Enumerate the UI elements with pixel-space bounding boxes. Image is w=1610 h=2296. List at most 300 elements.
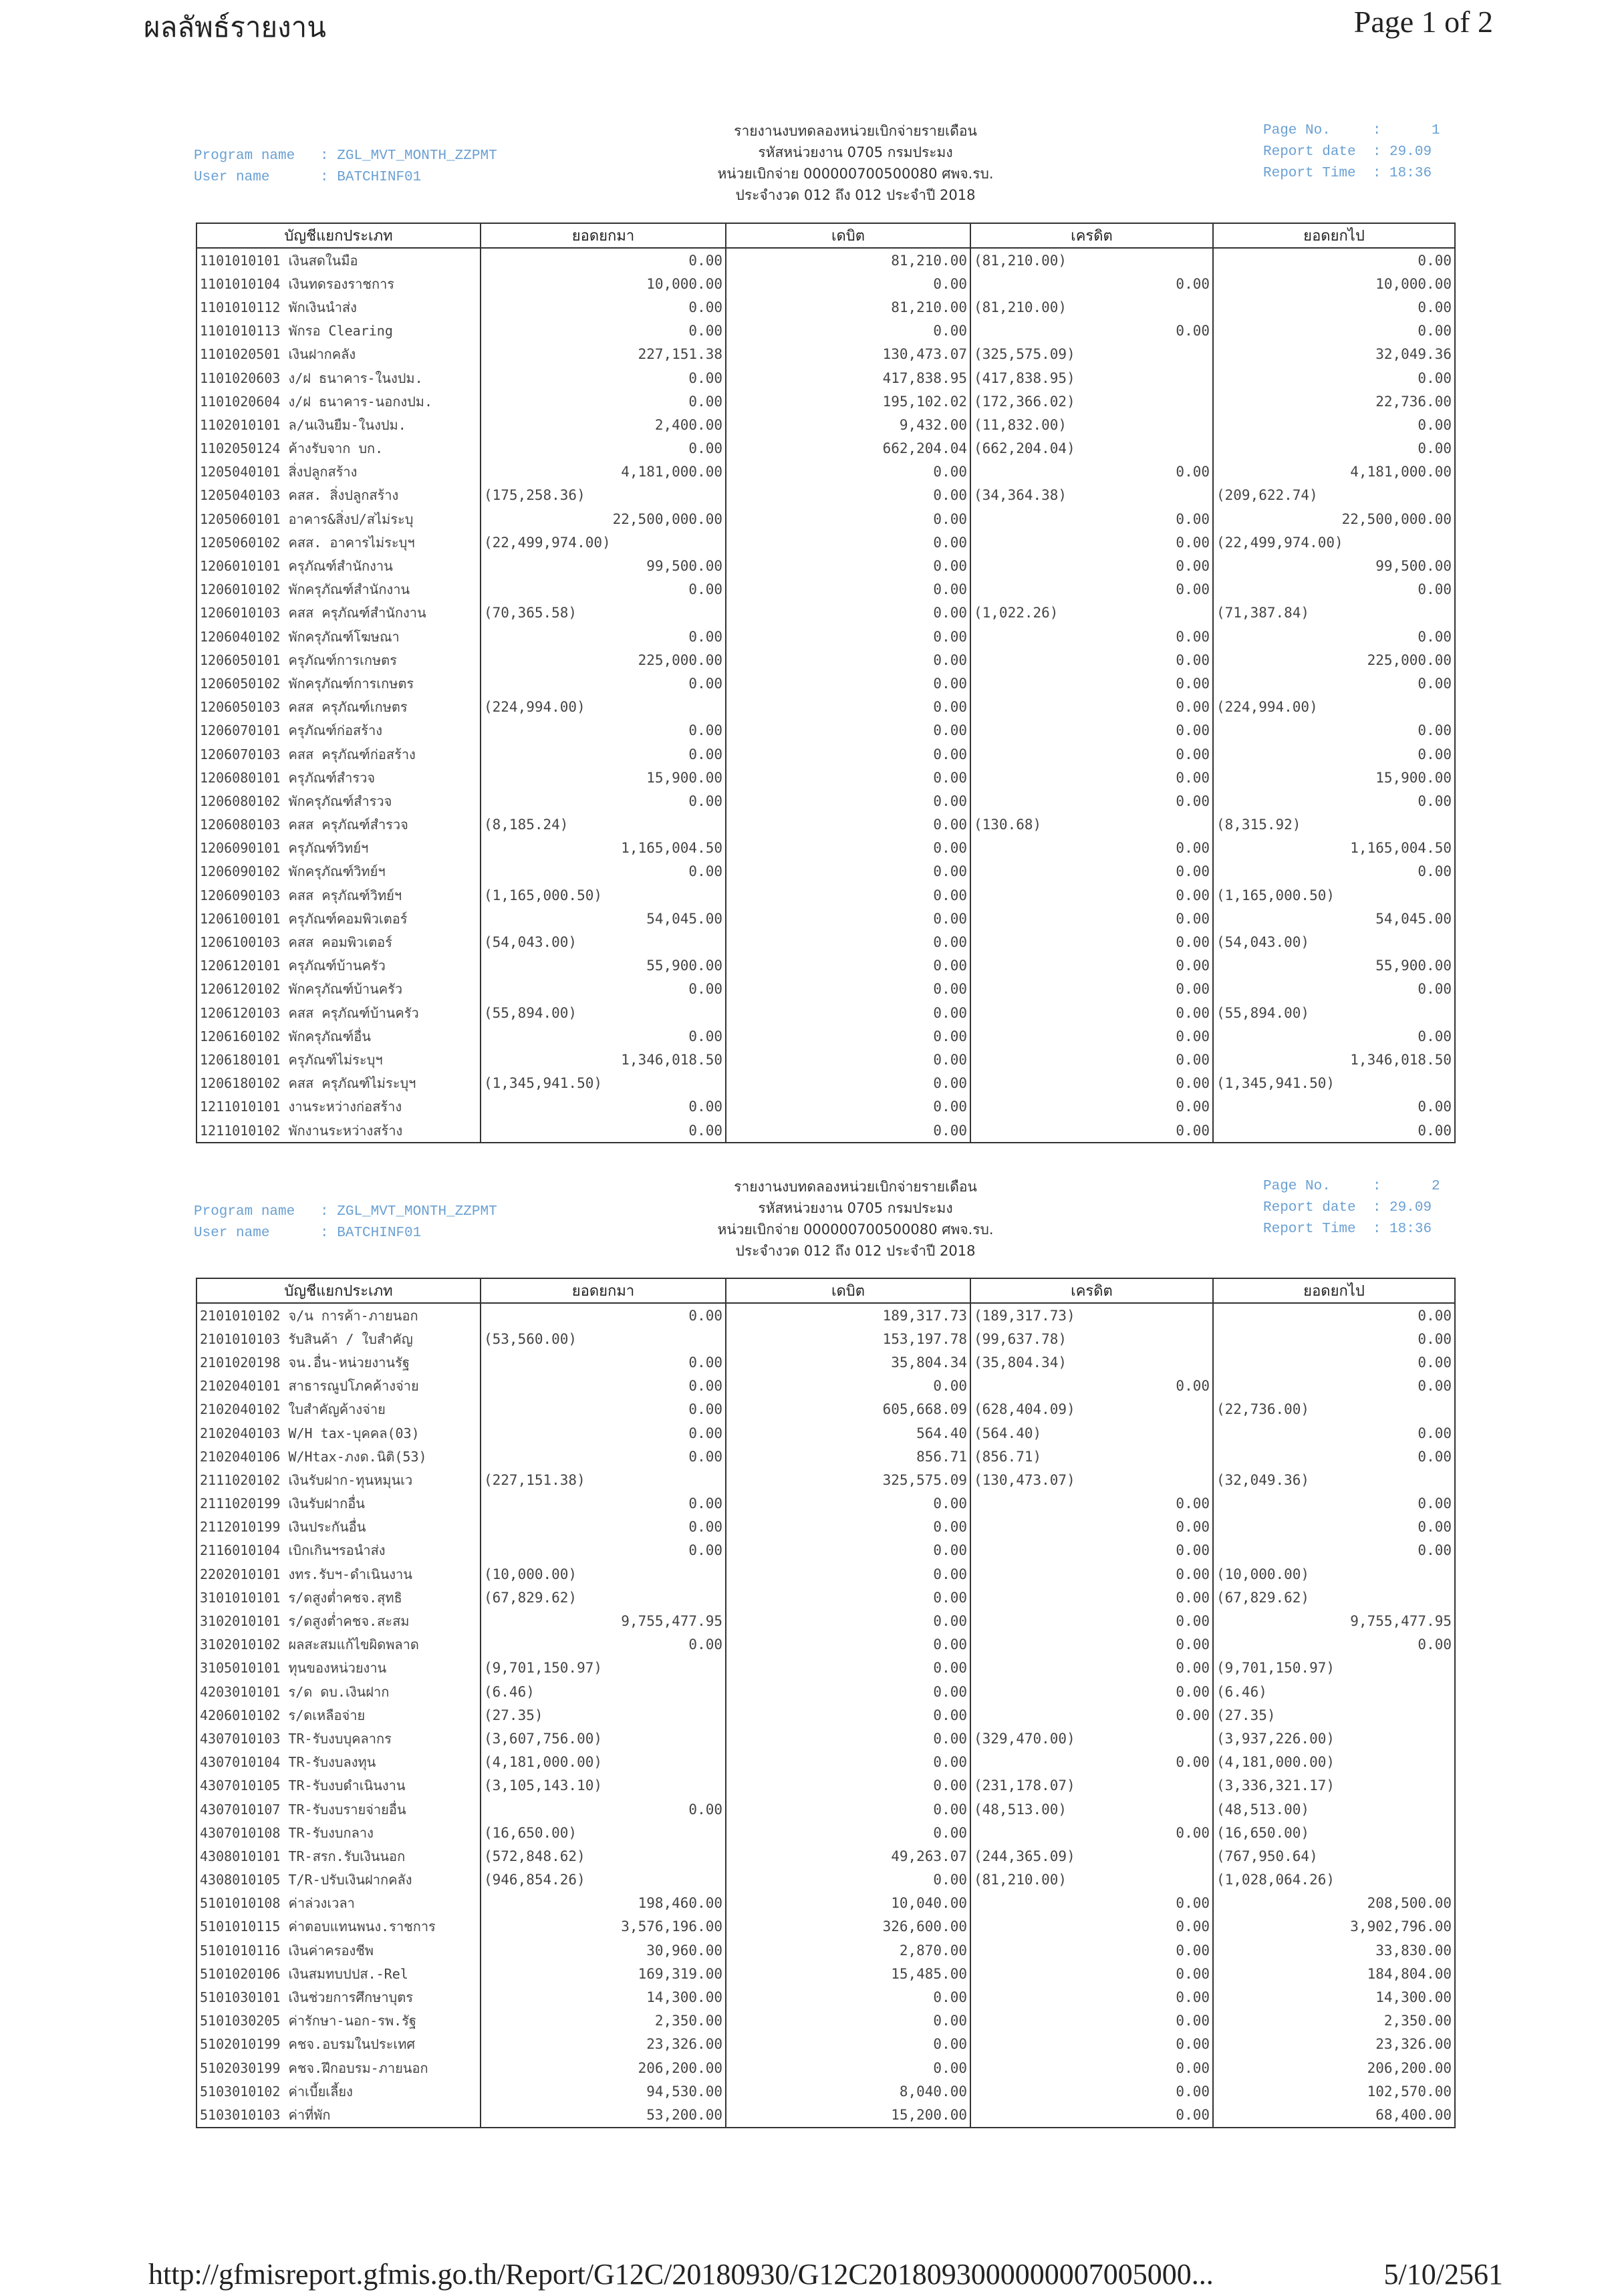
debit-cell: 0.00 (726, 1985, 970, 2009)
table-row (196, 1844, 1455, 1868)
closing-balance-cell: 54,045.00 (1213, 907, 1455, 930)
closing-balance-cell: 0.00 (1213, 1024, 1455, 1048)
debit-cell: 0.00 (726, 1375, 970, 1398)
col-account: บัญชีแยกประเภท (196, 223, 481, 248)
credit-cell: (35,804.34) (970, 1350, 1213, 1374)
debit-cell: 35,804.34 (726, 1350, 970, 1374)
debit-cell: 0.00 (726, 1703, 970, 1727)
debit-cell: 0.00 (726, 766, 970, 789)
closing-balance-cell: 102,570.00 (1213, 2079, 1455, 2103)
account-cell: 5101010116 เงินค่าครองชีพ (196, 1939, 481, 1962)
debit-cell: 0.00 (726, 1492, 970, 1516)
opening-balance-cell: 0.00 (481, 1375, 726, 1398)
table-row (196, 742, 1455, 766)
account-cell: 5101010115 ค่าตอบแทนพนง.ราชการ (196, 1915, 481, 1939)
closing-balance-cell: 0.00 (1213, 1303, 1455, 1327)
debit-cell: 0.00 (726, 1751, 970, 1774)
debit-cell: 0.00 (726, 1562, 970, 1586)
opening-balance-cell: 15,900.00 (481, 766, 726, 789)
credit-cell: 0.00 (970, 319, 1213, 343)
closing-balance-cell: (224,994.00) (1213, 696, 1455, 719)
account-cell: 2116010104 เบิกเกินฯรอนำส่ง (196, 1539, 481, 1562)
opening-balance-cell: (946,854.26) (481, 1868, 726, 1892)
closing-balance-cell: 23,326.00 (1213, 2033, 1455, 2056)
source-url: http://gfmisreport.gfmis.go.th/Report/G12C/20180930/G12C2018093000000007005000... (148, 2258, 1214, 2291)
table-row (196, 1024, 1455, 1048)
account-cell: 2112010199 เงินประกันอื่น (196, 1516, 481, 1539)
opening-balance-cell: (6.46) (481, 1680, 726, 1703)
opening-balance-cell: (3,105,143.10) (481, 1774, 726, 1798)
closing-balance-cell: 0.00 (1213, 413, 1455, 436)
table-row (196, 1727, 1455, 1750)
credit-cell: (325,575.09) (970, 343, 1213, 366)
credit-cell: (189,317.73) (970, 1303, 1213, 1327)
credit-cell: (81,210.00) (970, 1868, 1213, 1892)
debit-cell: 9,432.00 (726, 413, 970, 436)
debit-cell: 0.00 (726, 1119, 970, 1143)
credit-cell: 0.00 (970, 531, 1213, 554)
credit-cell: 0.00 (970, 1562, 1213, 1586)
opening-balance-cell: 0.00 (481, 860, 726, 883)
account-cell: 1206090101 ครุภัณฑ์วิทย์ฯ (196, 837, 481, 860)
table-row (196, 1327, 1455, 1350)
credit-cell: 0.00 (970, 648, 1213, 672)
closing-balance-cell: 0.00 (1213, 742, 1455, 766)
report-heading (668, 1176, 1043, 1262)
credit-cell: 0.00 (970, 1915, 1213, 1939)
closing-balance-cell: 15,900.00 (1213, 766, 1455, 789)
account-cell: 1205040101 สิ่งปลูกสร้าง (196, 460, 481, 484)
trial-balance-table-1 (196, 223, 1456, 1143)
account-cell: 1101020604 ง/ฝ ธนาคาร-นอกงปม. (196, 390, 481, 413)
col-credit: เครดิต (970, 223, 1213, 248)
credit-cell: 0.00 (970, 719, 1213, 742)
debit-cell: 130,473.07 (726, 343, 970, 366)
table-row (196, 1001, 1455, 1024)
closing-balance-cell: 0.00 (1213, 1633, 1455, 1657)
account-cell: 2111020102 เงินรับฝาก-ทุนหมุนเว (196, 1468, 481, 1491)
col-opening: ยอดยกมา (481, 1278, 726, 1303)
opening-balance-cell: 3,576,196.00 (481, 1915, 726, 1939)
closing-balance-cell: (209,622.74) (1213, 484, 1455, 507)
report-heading (668, 120, 1043, 206)
debit-cell: 49,263.07 (726, 1844, 970, 1868)
credit-cell: (130,473.07) (970, 1468, 1213, 1491)
account-cell: 1206050103 คสส ครุภัณฑ์เกษตร (196, 696, 481, 719)
debit-cell: 0.00 (726, 1633, 970, 1657)
account-cell: 1206120103 คสส ครุภัณฑ์บ้านครัว (196, 1001, 481, 1024)
account-cell: 1101010113 พักรอ Clearing (196, 319, 481, 343)
credit-cell: 0.00 (970, 1586, 1213, 1609)
closing-balance-cell: 4,181,000.00 (1213, 460, 1455, 484)
debit-cell: 0.00 (726, 1048, 970, 1071)
closing-balance-cell: (16,650.00) (1213, 1821, 1455, 1844)
closing-balance-cell: 0.00 (1213, 1375, 1455, 1398)
col-opening: ยอดยกมา (481, 223, 726, 248)
col-debit: เดบิต (726, 223, 970, 248)
closing-balance-cell: (3,336,321.17) (1213, 1774, 1455, 1798)
closing-balance-cell: 0.00 (1213, 1327, 1455, 1350)
closing-balance-cell: 0.00 (1213, 1516, 1455, 1539)
opening-balance-cell: 0.00 (481, 1303, 726, 1327)
opening-balance-cell: (54,043.00) (481, 930, 726, 954)
credit-cell: (11,832.00) (970, 413, 1213, 436)
credit-cell: 0.00 (970, 954, 1213, 978)
closing-balance-cell: (22,499,974.00) (1213, 531, 1455, 554)
table-row (196, 1821, 1455, 1844)
opening-balance-cell: 0.00 (481, 1350, 726, 1374)
table-row (196, 2009, 1455, 2033)
credit-cell: 0.00 (970, 1892, 1213, 1915)
debit-cell: 195,102.02 (726, 390, 970, 413)
account-cell: 1102050124 ค้างรับจาก บก. (196, 437, 481, 460)
table-row (196, 343, 1455, 366)
closing-balance-cell: (54,043.00) (1213, 930, 1455, 954)
closing-balance-cell: 10,000.00 (1213, 272, 1455, 295)
closing-balance-cell: 0.00 (1213, 1095, 1455, 1119)
table-row (196, 1703, 1455, 1727)
credit-cell: 0.00 (970, 672, 1213, 695)
credit-cell: (81,210.00) (970, 248, 1213, 272)
credit-cell: (48,513.00) (970, 1798, 1213, 1821)
closing-balance-cell: (3,937,226.00) (1213, 1727, 1455, 1750)
account-cell: 1206160102 พักครุภัณฑ์อื่น (196, 1024, 481, 1048)
closing-balance-cell: (10,000.00) (1213, 1562, 1455, 1586)
table-row (196, 1375, 1455, 1398)
debit-cell: 0.00 (726, 2009, 970, 2033)
debit-cell: 81,210.00 (726, 295, 970, 319)
credit-cell: 0.00 (970, 930, 1213, 954)
table-row (196, 837, 1455, 860)
opening-balance-cell: (1,345,941.50) (481, 1072, 726, 1095)
closing-balance-cell: 0.00 (1213, 672, 1455, 695)
debit-cell: 0.00 (726, 813, 970, 837)
debit-cell: 10,040.00 (726, 1892, 970, 1915)
closing-balance-cell: 32,049.36 (1213, 343, 1455, 366)
account-cell: 4307010104 TR-รับงบลงทุน (196, 1751, 481, 1774)
credit-cell: (628,404.09) (970, 1398, 1213, 1421)
account-cell: 2102040102 ใบสำคัญค้างจ่าย (196, 1398, 481, 1421)
closing-balance-cell: 0.00 (1213, 719, 1455, 742)
debit-cell: 0.00 (726, 1095, 970, 1119)
opening-balance-cell: 0.00 (481, 1398, 726, 1421)
opening-balance-cell: (3,607,756.00) (481, 1727, 726, 1750)
credit-cell: 0.00 (970, 1962, 1213, 1985)
page-indicator: Page 1 of 2 (1353, 5, 1493, 39)
col-account: บัญชีแยกประเภท (196, 1278, 481, 1303)
table-row (196, 2103, 1455, 2127)
opening-balance-cell: 0.00 (481, 1421, 726, 1445)
table-row (196, 1072, 1455, 1095)
credit-cell: 0.00 (970, 742, 1213, 766)
debit-cell: 564.40 (726, 1421, 970, 1445)
closing-balance-cell: 1,346,018.50 (1213, 1048, 1455, 1071)
debit-cell: 0.00 (726, 272, 970, 295)
opening-balance-cell: (53,560.00) (481, 1327, 726, 1350)
opening-balance-cell: 54,045.00 (481, 907, 726, 930)
opening-balance-cell: (1,165,000.50) (481, 883, 726, 907)
table-row (196, 625, 1455, 648)
credit-cell: 0.00 (970, 2103, 1213, 2127)
account-cell: 1101010104 เงินทดรองราชการ (196, 272, 481, 295)
heading-line-2: รหัสหน่วยงาน 0705 กรมประมง (758, 1200, 953, 1216)
table-row (196, 1915, 1455, 1939)
account-cell: 1206120102 พักครุภัณฑ์บ้านครัว (196, 978, 481, 1001)
opening-balance-cell: (67,829.62) (481, 1586, 726, 1609)
table-header-row (196, 223, 1455, 248)
col-debit: เดบิต (726, 1278, 970, 1303)
account-cell: 4206010102 ร/ดเหลือจ่าย (196, 1703, 481, 1727)
col-closing: ยอดยกไป (1213, 1278, 1455, 1303)
table-row (196, 2079, 1455, 2103)
account-cell: 2111020199 เงินรับฝากอื่น (196, 1492, 481, 1516)
table-row (196, 1657, 1455, 1680)
closing-balance-cell: (67,829.62) (1213, 1586, 1455, 1609)
closing-balance-cell: (1,345,941.50) (1213, 1072, 1455, 1095)
table-row (196, 1119, 1455, 1143)
table-row (196, 1798, 1455, 1821)
debit-cell: 153,197.78 (726, 1327, 970, 1350)
table-row (196, 1562, 1455, 1586)
credit-cell: 0.00 (970, 883, 1213, 907)
closing-balance-cell: 33,830.00 (1213, 1939, 1455, 1962)
credit-cell: (34,364.38) (970, 484, 1213, 507)
credit-cell: 0.00 (970, 1001, 1213, 1024)
debit-cell: 0.00 (726, 1586, 970, 1609)
table-row (196, 601, 1455, 625)
account-cell: 1206080101 ครุภัณฑ์สำรวจ (196, 766, 481, 789)
heading-line-1: รายงานงบทดลองหน่วยเบิกจ่ายรายเดือน (734, 123, 977, 139)
closing-balance-cell: 22,500,000.00 (1213, 507, 1455, 531)
account-cell: 1206180101 ครุภัณฑ์ไม่ระบุฯ (196, 1048, 481, 1071)
table-row (196, 1680, 1455, 1703)
account-cell: 1206080103 คสส ครุภัณฑ์สำรวจ (196, 813, 481, 837)
opening-balance-cell: 53,200.00 (481, 2103, 726, 2127)
credit-cell: (130.68) (970, 813, 1213, 837)
debit-cell: 0.00 (726, 319, 970, 343)
closing-balance-cell: 0.00 (1213, 295, 1455, 319)
table-row (196, 766, 1455, 789)
closing-balance-cell: 0.00 (1213, 1492, 1455, 1516)
debit-cell: 0.00 (726, 1609, 970, 1632)
closing-balance-cell: 0.00 (1213, 1350, 1455, 1374)
account-cell: 1206010101 ครุภัณฑ์สำนักงาน (196, 554, 481, 577)
table-row (196, 1095, 1455, 1119)
account-cell: 3101010101 ร/ดสูงต่ำคชจ.สุทธิ (196, 1586, 481, 1609)
credit-cell: 0.00 (970, 1516, 1213, 1539)
account-cell: 1206100101 ครุภัณฑ์คอมพิวเตอร์ (196, 907, 481, 930)
opening-balance-cell: 227,151.38 (481, 343, 726, 366)
debit-cell: 0.00 (726, 954, 970, 978)
credit-cell: 0.00 (970, 578, 1213, 601)
closing-balance-cell: 0.00 (1213, 1539, 1455, 1562)
closing-balance-cell: 184,804.00 (1213, 1962, 1455, 1985)
page-meta: Page No. : 1 Report date : 29.09 Report Time : 18:36 (1263, 123, 1440, 181)
opening-balance-cell: 55,900.00 (481, 954, 726, 978)
account-cell: 5102030199 คชจ.ฝึกอบรม-ภายนอก (196, 2056, 481, 2079)
account-cell: 2102040103 W/H tax-บุคคล(03) (196, 1421, 481, 1445)
credit-cell: 0.00 (970, 766, 1213, 789)
opening-balance-cell: 14,300.00 (481, 1985, 726, 2009)
trial-balance-table-2 (196, 1278, 1456, 2128)
table-row (196, 860, 1455, 883)
opening-balance-cell: 2,350.00 (481, 2009, 726, 2033)
closing-balance-cell: 99,500.00 (1213, 554, 1455, 577)
closing-balance-cell: 0.00 (1213, 248, 1455, 272)
account-cell: 1206120101 ครุภัณฑ์บ้านครัว (196, 954, 481, 978)
account-cell: 3102010102 ผลสะสมแก้ไขผิดพลาด (196, 1633, 481, 1657)
credit-cell: 0.00 (970, 907, 1213, 930)
credit-cell: 0.00 (970, 837, 1213, 860)
credit-cell: 0.00 (970, 2033, 1213, 2056)
col-closing: ยอดยกไป (1213, 223, 1455, 248)
opening-balance-cell: 23,326.00 (481, 2033, 726, 2056)
table-row (196, 531, 1455, 554)
debit-cell: 417,838.95 (726, 366, 970, 390)
credit-cell: 0.00 (970, 978, 1213, 1001)
debit-cell: 662,204.04 (726, 437, 970, 460)
opening-balance-cell: 10,000.00 (481, 272, 726, 295)
account-cell: 1206090103 คสส ครุภัณฑ์วิทย์ฯ (196, 883, 481, 907)
table-row (196, 1048, 1455, 1071)
account-cell: 1206070101 ครุภัณฑ์ก่อสร้าง (196, 719, 481, 742)
account-cell: 5101020106 เงินสมทบปปส.-Rel (196, 1962, 481, 1985)
opening-balance-cell: 206,200.00 (481, 2056, 726, 2079)
table-row (196, 1492, 1455, 1516)
program-info: Program name : ZGL_MVT_MONTH_ZZPMT User name : BATCHINF01 (194, 148, 497, 185)
account-cell: 4203010101 ร/ด ดบ.เงินฝาก (196, 1680, 481, 1703)
closing-balance-cell: 3,902,796.00 (1213, 1915, 1455, 1939)
table-row (196, 507, 1455, 531)
account-cell: 4307010105 TR-รับงบดำเนินงาน (196, 1774, 481, 1798)
debit-cell: 0.00 (726, 1868, 970, 1892)
table-row (196, 648, 1455, 672)
opening-balance-cell: 0.00 (481, 1539, 726, 1562)
debit-cell: 0.00 (726, 1001, 970, 1024)
closing-balance-cell: (1,165,000.50) (1213, 883, 1455, 907)
credit-cell: 0.00 (970, 1657, 1213, 1680)
credit-cell: 0.00 (970, 2056, 1213, 2079)
opening-balance-cell: 0.00 (481, 1095, 726, 1119)
table-row (196, 789, 1455, 813)
page-meta: Page No. : 2 Report date : 29.09 Report Time : 18:36 (1263, 1179, 1440, 1237)
account-cell: 5102010199 คชจ.อบรมในประเทศ (196, 2033, 481, 2056)
credit-cell: 0.00 (970, 1492, 1213, 1516)
closing-balance-cell: 206,200.00 (1213, 2056, 1455, 2079)
closing-balance-cell: 0.00 (1213, 1421, 1455, 1445)
debit-cell: 0.00 (726, 578, 970, 601)
credit-cell: 0.00 (970, 1095, 1213, 1119)
table-row (196, 366, 1455, 390)
credit-cell: 0.00 (970, 1375, 1213, 1398)
table-row (196, 1633, 1455, 1657)
heading-line-3: หน่วยเบิกจ่าย 000000700500080 ศพจ.รบ. (717, 166, 994, 182)
account-cell: 4307010108 TR-รับงบกลาง (196, 1821, 481, 1844)
account-cell: 1205060102 คสส. อาคารไม่ระบุฯ (196, 531, 481, 554)
table-row (196, 930, 1455, 954)
debit-cell: 189,317.73 (726, 1303, 970, 1327)
credit-cell: (99,637.78) (970, 1327, 1213, 1350)
closing-balance-cell: (55,894.00) (1213, 1001, 1455, 1024)
heading-line-3: หน่วยเบิกจ่าย 000000700500080 ศพจ.รบ. (717, 1222, 994, 1238)
opening-balance-cell: 198,460.00 (481, 1892, 726, 1915)
debit-cell: 0.00 (726, 672, 970, 695)
account-cell: 2102040101 สาธารณูปโภคค้างจ่าย (196, 1375, 481, 1398)
opening-balance-cell: 0.00 (481, 437, 726, 460)
debit-cell: 0.00 (726, 789, 970, 813)
account-cell: 1205040103 คสส. สิ่งปลูกสร้าง (196, 484, 481, 507)
closing-balance-cell: 2,350.00 (1213, 2009, 1455, 2033)
debit-cell: 2,870.00 (726, 1939, 970, 1962)
opening-balance-cell: (8,185.24) (481, 813, 726, 837)
table-row (196, 907, 1455, 930)
credit-cell: 0.00 (970, 554, 1213, 577)
opening-balance-cell: (16,650.00) (481, 1821, 726, 1844)
account-cell: 1205060101 อาคาร&สิ่งป/สไม่ระบุ (196, 507, 481, 531)
table-row (196, 813, 1455, 837)
opening-balance-cell: 0.00 (481, 1798, 726, 1821)
table-row (196, 1468, 1455, 1491)
debit-cell: 0.00 (726, 484, 970, 507)
credit-cell: 0.00 (970, 860, 1213, 883)
credit-cell: 0.00 (970, 272, 1213, 295)
debit-cell: 0.00 (726, 978, 970, 1001)
table-row (196, 390, 1455, 413)
credit-cell: 0.00 (970, 1539, 1213, 1562)
credit-cell: 0.00 (970, 1119, 1213, 1143)
credit-cell: 0.00 (970, 1985, 1213, 2009)
opening-balance-cell: 0.00 (481, 1024, 726, 1048)
credit-cell: (417,838.95) (970, 366, 1213, 390)
table-row (196, 883, 1455, 907)
table-row (196, 1939, 1455, 1962)
credit-cell: (172,366.02) (970, 390, 1213, 413)
credit-cell: (564.40) (970, 1421, 1213, 1445)
opening-balance-cell: (27.35) (481, 1703, 726, 1727)
table-row (196, 954, 1455, 978)
debit-cell: 325,575.09 (726, 1468, 970, 1491)
closing-balance-cell: 14,300.00 (1213, 1985, 1455, 2009)
closing-balance-cell: 1,165,004.50 (1213, 837, 1455, 860)
account-cell: 5101010108 ค่าล่วงเวลา (196, 1892, 481, 1915)
closing-balance-cell: (1,028,064.26) (1213, 1868, 1455, 1892)
opening-balance-cell: 0.00 (481, 719, 726, 742)
debit-cell: 856.71 (726, 1445, 970, 1468)
closing-balance-cell: 22,736.00 (1213, 390, 1455, 413)
debit-cell: 0.00 (726, 554, 970, 577)
debit-cell: 0.00 (726, 1798, 970, 1821)
account-cell: 1211010101 งานระหว่างก่อสร้าง (196, 1095, 481, 1119)
opening-balance-cell: (22,499,974.00) (481, 531, 726, 554)
account-cell: 5103010102 ค่าเบี้ยเลี้ยง (196, 2079, 481, 2103)
debit-cell: 0.00 (726, 837, 970, 860)
table-row (196, 578, 1455, 601)
credit-cell: (231,178.07) (970, 1774, 1213, 1798)
credit-cell: (856.71) (970, 1445, 1213, 1468)
table-row (196, 1609, 1455, 1632)
debit-cell: 326,600.00 (726, 1915, 970, 1939)
closing-balance-cell: (4,181,000.00) (1213, 1751, 1455, 1774)
opening-balance-cell: (224,994.00) (481, 696, 726, 719)
credit-cell: 0.00 (970, 625, 1213, 648)
account-cell: 4307010107 TR-รับงบรายจ่ายอื่น (196, 1798, 481, 1821)
table-row (196, 272, 1455, 295)
account-cell: 1101020501 เงินฝากคลัง (196, 343, 481, 366)
debit-cell: 15,200.00 (726, 2103, 970, 2127)
heading-line-2: รหัสหน่วยงาน 0705 กรมประมง (758, 144, 953, 160)
closing-balance-cell: 208,500.00 (1213, 1892, 1455, 1915)
closing-balance-cell: 0.00 (1213, 1445, 1455, 1468)
